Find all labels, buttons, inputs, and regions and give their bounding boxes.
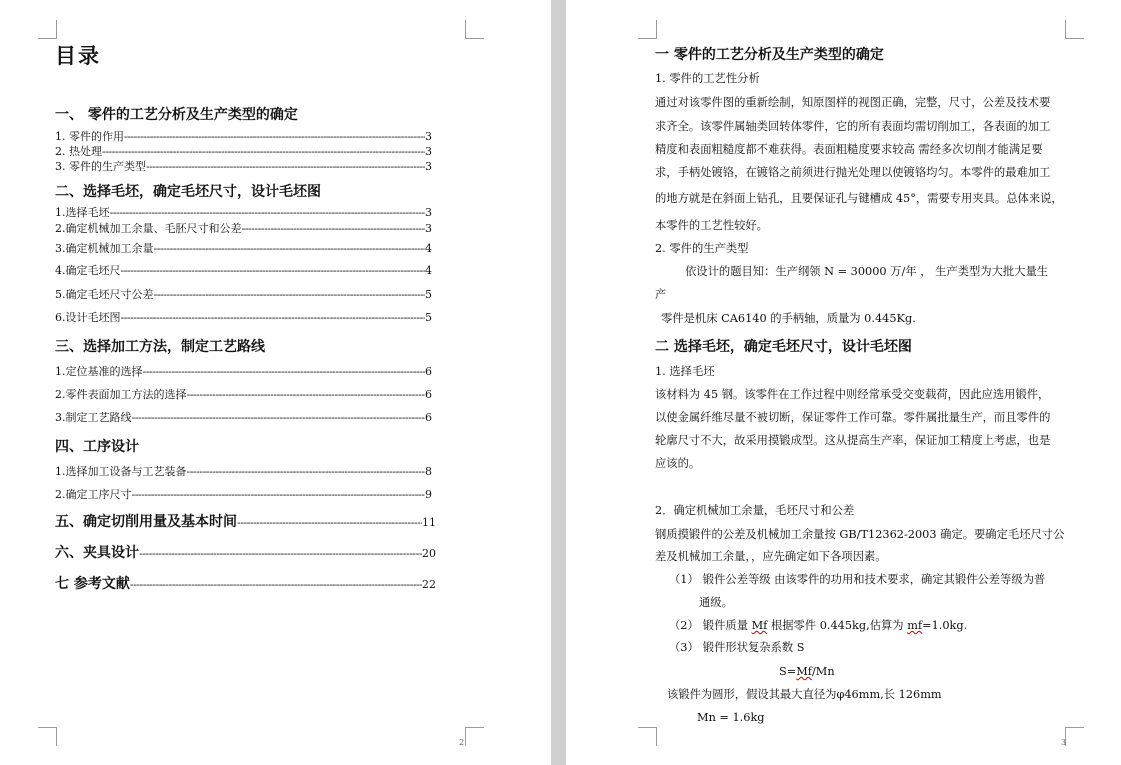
page-number: 3 [1061,738,1067,747]
crop-mark-bottom-left [638,727,657,746]
paragraph-line: 精度和表面粗糙度都不难获得。表面粗糙度要求较高 需经多次切削才能满足要 [655,143,1043,156]
formula: S=Mf/Mn [779,665,835,678]
crop-mark-bottom-left [38,727,57,746]
paragraph-line: 零件是机床 CA6140 的手柄轴，质量为 0.445Kg. [661,312,916,325]
toc-entry[interactable]: 2.确定机械加工余量、毛胚尺寸和公差 ----- 3 [55,222,432,236]
toc-entry[interactable]: 5.确定毛坯尺寸公差 ----- 5 [55,288,432,302]
toc-section-heading: 四、工序设计 [55,439,139,455]
toc-title: 目录 [55,44,101,68]
toc-entry[interactable]: 2.零件表面加工方法的选择 ----- 6 [55,388,432,402]
list-item: （2） 锻件质量 Mf 根据零件 0.445kg,估算为 mf=1.0kg. [669,619,968,632]
paragraph-line: 应该的。 [655,457,701,470]
paragraph-line: 本零件的工艺性较好。 [655,219,768,232]
page-gap [551,0,566,765]
toc-entry-major[interactable]: 六、夹具设计 ----- 20 [55,544,436,563]
section-heading: 一 零件的工艺分析及生产类型的确定 [655,47,884,63]
crop-mark-top-left [638,20,657,39]
toc-entry-major[interactable]: 五、确定切削用量及基本时间 ----- 11 [55,513,436,532]
section-heading: 二 选择毛坯，确定毛坯尺寸，设计毛坯图 [655,339,912,355]
list-item-continuation: 通级。 [699,596,733,609]
toc-entry[interactable]: 2. 热处理 ----- 3 [55,145,432,159]
paragraph-line: 该锻件为圆形，假设其最大直径为φ46mm,长 126mm [667,688,942,701]
page-number: 2 [459,738,465,747]
crop-mark-bottom-right [1065,727,1084,746]
subheading: 1. 零件的工艺性分析 [655,72,760,85]
left-page [0,0,551,765]
crop-mark-top-right [465,20,484,39]
toc-entry[interactable]: 1.定位基准的选择 ----- 6 [55,365,432,379]
toc-entry[interactable]: 1.选择加工设备与工艺装备 ----- 8 [55,465,432,479]
paragraph-line: 求齐全。该零件属轴类回转体零件，它的所有表面均需切削加工，各表面的加工 [655,120,1051,133]
toc-entry[interactable]: 3. 零件的生产类型 ----- 3 [55,160,432,174]
list-item: （1） 锻件公差等级 由该零件的功用和技术要求，确定其锻件公差等级为普 [669,573,1046,586]
toc-entry[interactable]: 3.确定机械加工余量 ----- 4 [55,242,432,256]
paragraph-line: 依设计的题目知：生产纲领 N = 30000 万/年 ， 生产类型为大批大量生 [685,265,1049,278]
subheading: 2. 零件的生产类型 [655,242,749,255]
toc-entry[interactable]: 1. 零件的作用 ----- 3 [55,130,432,144]
paragraph-line: 求，手柄处镀铬，在镀铬之前须进行抛光处理以使镀铬均匀。本零件的最难加工 [655,166,1051,179]
toc-section-heading: 二、选择毛坯，确定毛坯尺寸，设计毛坯图 [55,184,321,200]
subheading: 1. 选择毛坯 [655,365,715,378]
paragraph-line: 该材料为 45 钢。该零件在工作过程中则经常承受交变载荷，因此应选用锻件， [655,388,1050,401]
right-page [566,0,1121,765]
toc-entry[interactable]: 6.设计毛坯图 ----- 5 [55,311,432,325]
paragraph-line: 通过对该零件图的重新绘制，知原图样的视图正确，完整，尺寸，公差及技术要 [655,96,1051,109]
paragraph-line: 的地方就是在斜面上钻孔，且要保证孔与键槽成 45°，需要专用夹具。总体来说， [655,192,1063,205]
crop-mark-bottom-right [465,727,484,746]
list-item: （3） 锻件形状复杂系数 S [669,641,805,654]
paragraph-line: 以使金属纤维尽量不被切断，保证零件工作可靠。零件属批量生产，而且零件的 [655,411,1051,424]
paragraph-line: 差及机械加工余量，，应先确定如下各项因素。 [655,550,887,563]
subheading: 2．确定机械加工余量，毛坯尺寸和公差 [655,504,855,517]
toc-entry[interactable]: 1.选择毛坯 ----- 3 [55,206,432,220]
paragraph-line: Mn = 1.6kg [697,711,765,724]
toc-entry[interactable]: 4.确定毛坯尺 ----- 4 [55,264,432,278]
toc-section-heading: 三、选择加工方法，制定工艺路线 [55,339,265,355]
crop-mark-top-left [38,20,57,39]
toc-entry[interactable]: 2.确定工序尺寸 ----- 9 [55,488,432,502]
toc-section-heading: 一、 零件的工艺分析及生产类型的确定 [55,107,298,123]
paragraph-line: 轮廓尺寸不大，故采用摸锻成型。这从提高生产率，保证加工精度上考虑，也是 [655,434,1051,447]
toc-entry-major[interactable]: 七 参考文献 ----- 22 [55,575,436,594]
paragraph-line: 钢质摸锻件的公差及机械加工余量按 GB/T12362-2003 确定。要确定毛坯尺寸公 [655,528,1065,541]
crop-mark-top-right [1065,20,1084,39]
paragraph-line: 产 [655,288,667,301]
toc-entry[interactable]: 3.制定工艺路线 ----- 6 [55,411,432,425]
